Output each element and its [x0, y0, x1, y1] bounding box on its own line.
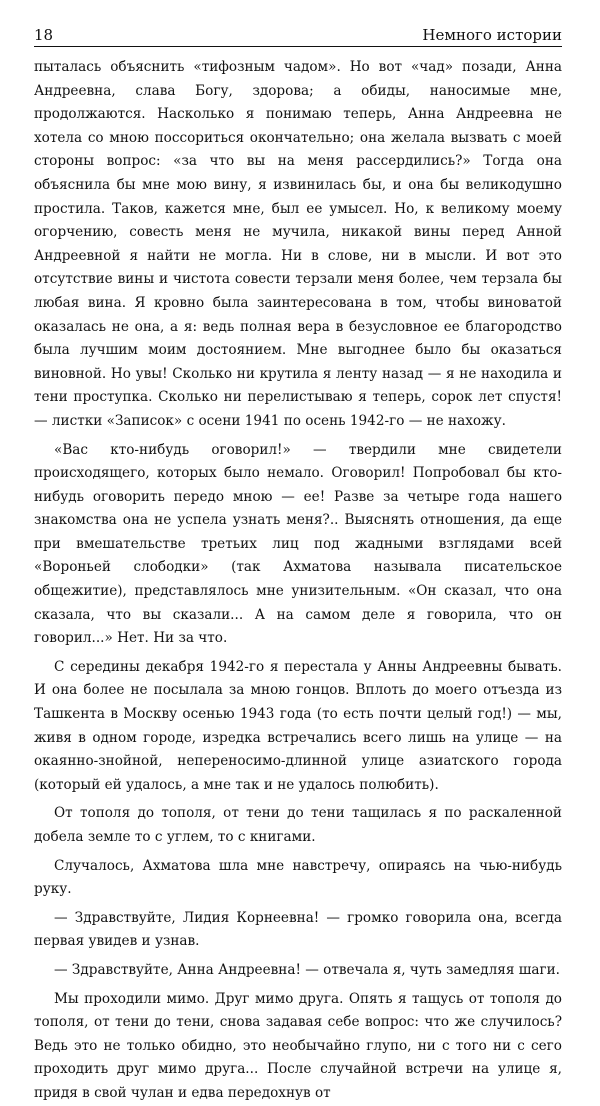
- page-header: [34, 22, 562, 44]
- dialogue-line: — Здравствуйте, Лидия Корнеевна! — громко говорила она, всегда первая увидев и узнав.: [34, 909, 562, 950]
- paragraph: С середины декабря 1942-го я перестала у Анны Андреевны бывать. И она более не посылала за мною гонцов. Вплоть до моего отъезда из Ташкента в Москву осенью 1943 года (то есть почти целый год!) — мы, живя в одном городе, изредка встречались всего лишь на улице — на окаянно-знойной, непереносимо-длинной улице азиатского города (который ей удалось, а мне так и не удалось полюбить).: [34, 658, 562, 793]
- paragraph-continued: пыталась объяснить «тифозным чадом». Но вот «чад» позади, Анна Андреевна, слава Богу, здорова; а обиды, наносимые мне, продолжаются. Насколько я понимаю теперь, Анна Андреевна не хотела со мною поссориться окончательно; она желала вызвать с моей стороны вопрос: «за что вы на меня рассердились?» Тогда она объяснила бы мне мою вину, я извинилась бы, и она бы великодушно простила. Таков, кажется мне, был ее умысел. Но, к великому моему огорчению, совесть меня не мучила, никакой вины перед Анной Андреевной я найти не могла. Ни в слове, ни в мысли. И вот это отсутствие вины и чистота совести терзали меня более, чем терзала бы любая вина. Я кровно была заинтересована в том, чтобы виноватой оказалась не она, а я: ведь полная вера в безусловное ее благородство была лучшим моим достоянием. Мне выгоднее было бы оказаться виновной. Но увы! Сколько ни крутила я ленту назад — я не находила и тени проступка. Сколько ни перелистываю я теперь, сорок лет спустя! — листки «Записок» с осени 1941 по осень 1942-го — не нахожу.: [34, 59, 562, 429]
- header-rule: [34, 46, 562, 47]
- paragraph: От тополя до тополя, от тени до тени тащилась я по раскаленной добела земле то с углем, то с книгами.: [34, 805, 562, 845]
- running-title: Немного истории: [422, 26, 562, 44]
- page-number: 18: [34, 26, 54, 44]
- paragraph: Мы проходили мимо. Друг мимо друга. Опять я тащусь от тополя до тополя, от тени до тени, снова задавая себе вопрос: что же случилось? Ведь это не только обидно, это необычайно глупо, ни с того ни с сего проходить друг мимо друга... После случайной встречи на улице я, придя в свой чулан и едва передохнув от: [34, 990, 562, 1101]
- paragraph: Случалось, Ахматова шла мне навстречу, опираясь на чью-нибудь руку.: [34, 857, 562, 898]
- page-body: [34, 56, 562, 1106]
- paragraph: «Вас кто-нибудь оговорил!» — твердили мне свидетели происходящего, которых было немало. Оговорил! Попробовал бы кто-нибудь оговорить передо мною — ее! Разве за четыре года нашего знакомства она не успела узнать меня?.. Выяснять отношения, да еще при вмешательстве третьих лиц под жадными взглядами всей «Вороньей слободки» (так Ахматова называла писательское общежитие), представлялось мне унизительным. «Он сказал, что она сказала, что вы сказали... А на самом деле я говорила, что он говорил...» Нет. Ни за что.: [34, 441, 562, 647]
- dialogue-line: — Здравствуйте, Анна Андреевна! — отвечала я, чуть замедляя шаги.: [54, 961, 561, 978]
